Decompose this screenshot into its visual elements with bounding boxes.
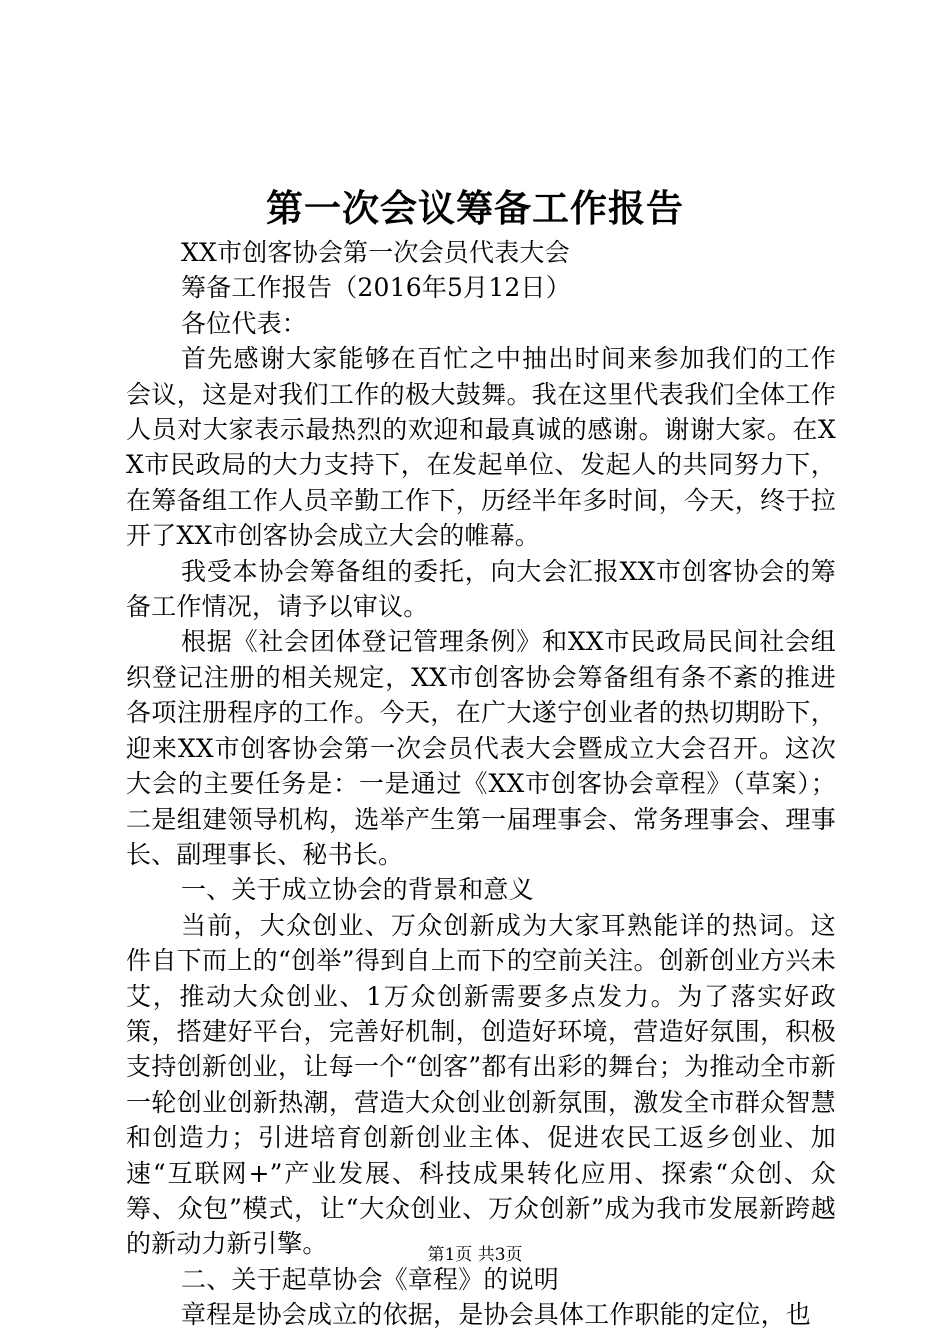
paragraph-org-line: XX市创客协会第一次会员代表大会 [181,238,570,267]
paragraph-background: 当前，大众创业、万众创新成为大家耳熟能详的热词。这件自下而上的“创举”得到自上而下的空前关注。创新创业方兴未艾，推动大众创业、1万众创新需要多点发力。为了落实好政策，搭建好平台，完善好机制，创造好环境，营造好氛围，积极支持创新创业，让每一个“创客”都有出彩的舞台；为推动全市新一轮创业创新热潮，营造大众创业创新氛围，激发全市群众智慧和创造力；引进培育创新创业主体、促进农民工返乡创业、加速“互联网+”产业发展、科技成果转化应用、探索“众创、众筹、众包”模式，让“大众创业、万众创新”成为我市发展新跨越的新动力新引擎。 [126,910,836,1259]
paragraph-opening: 首先感谢大家能够在百忙之中抽出时间来参加我们的工作会议，这是对我们工作的极大鼓舞。我在这里代表我们全体工作人员对大家表示最热烈的欢迎和最真诚的感谢。谢谢大家。在XX市民政局的大力支持下，在发起单位、发起人的共同努力下，在筹备组工作人员辛勤工作下，历经半年多时间，今天，终于拉开了XX市创客协会成立大会的帷幕。 [126,344,836,551]
paragraph-charter: 章程是协会成立的依据，是协会具体工作职能的定位，也 [181,1300,812,1330]
section-heading-charter: 二、关于起草协会《章程》的说明 [181,1264,560,1294]
document-body [126,235,836,1333]
page-footer: 第1页 共3页 [427,1245,523,1265]
paragraph-report-date: 筹备工作报告（2016年5月12日） [181,273,571,303]
paragraph-salutation: 各位代表： [181,308,308,338]
document-title: 第一次会议筹备工作报告 [266,186,684,230]
paragraph-tasks: 根据《社会团体登记管理条例》和XX市民政局民间社会组织登记注册的相关规定，XX市创客协会筹备组有条不紊的推进各项注册程序的工作。今天，在广大遂宁创业者的热切期盼下，迎来XX市创客协会第一次会员代表大会暨成立大会召开。这次大会的主要任务是：一是通过《XX市创客协会章程》（草案）；二是组建领导机构，选举产生第一届理事会、常务理事会、理事长、副理事长、秘书长。 [126,627,836,869]
paragraph-commission: 我受本协会筹备组的委托，向大会汇报XX市创客协会的筹备工作情况，请予以审议。 [126,556,836,622]
section-heading-background: 一、关于成立协会的背景和意义 [181,875,534,905]
